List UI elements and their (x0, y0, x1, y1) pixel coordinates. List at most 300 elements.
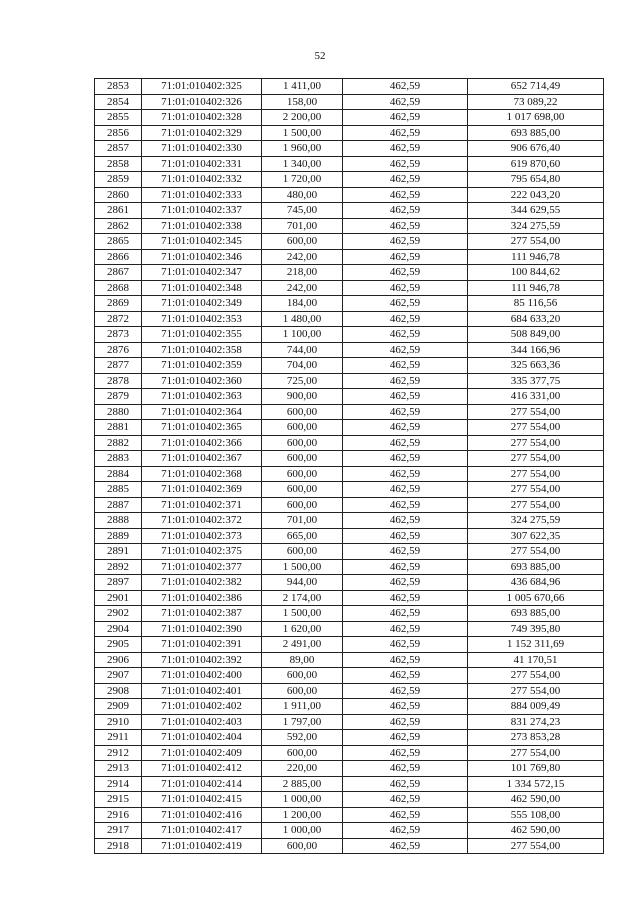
amount-cell: 277 554,00 (468, 482, 604, 498)
row-number-cell: 2878 (95, 373, 142, 389)
row-number-cell: 2909 (95, 699, 142, 715)
cadastral-number-cell: 71:01:010402:353 (142, 311, 262, 327)
cadastral-number-cell: 71:01:010402:402 (142, 699, 262, 715)
cadastral-number-cell: 71:01:010402:332 (142, 172, 262, 188)
cadastral-number-cell: 71:01:010402:364 (142, 404, 262, 420)
area-cell: 1 000,00 (262, 823, 343, 839)
row-number-cell: 2891 (95, 544, 142, 560)
table-row (95, 699, 604, 715)
amount-cell: 462 590,00 (468, 823, 604, 839)
rate-cell: 462,59 (343, 497, 468, 513)
cadastral-number-cell: 71:01:010402:375 (142, 544, 262, 560)
cadastral-number-cell: 71:01:010402:372 (142, 513, 262, 529)
table-row (95, 435, 604, 451)
row-number-cell: 2910 (95, 714, 142, 730)
row-number-cell: 2915 (95, 792, 142, 808)
area-cell: 600,00 (262, 451, 343, 467)
amount-cell: 85 116,56 (468, 296, 604, 312)
table-row (95, 172, 604, 188)
cadastral-number-cell: 71:01:010402:412 (142, 761, 262, 777)
row-number-cell: 2880 (95, 404, 142, 420)
row-number-cell: 2877 (95, 358, 142, 374)
table-row (95, 404, 604, 420)
amount-cell: 344 166,96 (468, 342, 604, 358)
amount-cell: 277 554,00 (468, 435, 604, 451)
rate-cell: 462,59 (343, 807, 468, 823)
cadastral-number-cell: 71:01:010402:369 (142, 482, 262, 498)
area-cell: 744,00 (262, 342, 343, 358)
table-row (95, 296, 604, 312)
cadastral-number-cell: 71:01:010402:366 (142, 435, 262, 451)
rate-cell: 462,59 (343, 482, 468, 498)
table-row (95, 420, 604, 436)
area-cell: 480,00 (262, 187, 343, 203)
table-row (95, 838, 604, 854)
cadastral-number-cell: 71:01:010402:330 (142, 141, 262, 157)
amount-cell: 277 554,00 (468, 404, 604, 420)
amount-cell: 416 331,00 (468, 389, 604, 405)
area-cell: 1 100,00 (262, 327, 343, 343)
table-row (95, 823, 604, 839)
row-number-cell: 2854 (95, 94, 142, 110)
rate-cell: 462,59 (343, 652, 468, 668)
row-number-cell: 2856 (95, 125, 142, 141)
cadastral-number-cell: 71:01:010402:387 (142, 606, 262, 622)
amount-cell: 277 554,00 (468, 838, 604, 854)
cadastral-number-cell: 71:01:010402:346 (142, 249, 262, 265)
cadastral-number-cell: 71:01:010402:377 (142, 559, 262, 575)
row-number-cell: 2867 (95, 265, 142, 281)
amount-cell: 277 554,00 (468, 234, 604, 250)
area-cell: 600,00 (262, 497, 343, 513)
rate-cell: 462,59 (343, 404, 468, 420)
rate-cell: 462,59 (343, 327, 468, 343)
rate-cell: 462,59 (343, 265, 468, 281)
area-cell: 745,00 (262, 203, 343, 219)
cadastral-number-cell: 71:01:010402:401 (142, 683, 262, 699)
area-cell: 1 911,00 (262, 699, 343, 715)
table-row (95, 110, 604, 126)
rate-cell: 462,59 (343, 187, 468, 203)
area-cell: 1 480,00 (262, 311, 343, 327)
row-number-cell: 2913 (95, 761, 142, 777)
rate-cell: 462,59 (343, 575, 468, 591)
table-row (95, 342, 604, 358)
rate-cell: 462,59 (343, 435, 468, 451)
row-number-cell: 2892 (95, 559, 142, 575)
amount-cell: 1 152 311,69 (468, 637, 604, 653)
table-row (95, 590, 604, 606)
table-row (95, 559, 604, 575)
rate-cell: 462,59 (343, 296, 468, 312)
area-cell: 600,00 (262, 482, 343, 498)
row-number-cell: 2907 (95, 668, 142, 684)
table-row (95, 621, 604, 637)
rate-cell: 462,59 (343, 79, 468, 95)
area-cell: 1 960,00 (262, 141, 343, 157)
row-number-cell: 2883 (95, 451, 142, 467)
cadastral-number-cell: 71:01:010402:333 (142, 187, 262, 203)
area-cell: 1 000,00 (262, 792, 343, 808)
row-number-cell: 2914 (95, 776, 142, 792)
rate-cell: 462,59 (343, 544, 468, 560)
rate-cell: 462,59 (343, 110, 468, 126)
cadastral-number-cell: 71:01:010402:390 (142, 621, 262, 637)
table-row (95, 451, 604, 467)
area-cell: 600,00 (262, 544, 343, 560)
cadastral-number-cell: 71:01:010402:355 (142, 327, 262, 343)
cadastral-number-cell: 71:01:010402:345 (142, 234, 262, 250)
area-cell: 701,00 (262, 218, 343, 234)
table-row (95, 218, 604, 234)
row-number-cell: 2881 (95, 420, 142, 436)
rate-cell: 462,59 (343, 559, 468, 575)
row-number-cell: 2889 (95, 528, 142, 544)
rate-cell: 462,59 (343, 389, 468, 405)
area-cell: 600,00 (262, 466, 343, 482)
rate-cell: 462,59 (343, 714, 468, 730)
area-cell: 600,00 (262, 404, 343, 420)
table-row (95, 513, 604, 529)
rate-cell: 462,59 (343, 358, 468, 374)
table-row (95, 792, 604, 808)
rate-cell: 462,59 (343, 156, 468, 172)
amount-cell: 1 005 670,66 (468, 590, 604, 606)
amount-cell: 41 170,51 (468, 652, 604, 668)
cadastral-number-cell: 71:01:010402:325 (142, 79, 262, 95)
rate-cell: 462,59 (343, 125, 468, 141)
rate-cell: 462,59 (343, 668, 468, 684)
area-cell: 2 200,00 (262, 110, 343, 126)
amount-cell: 884 009,49 (468, 699, 604, 715)
amount-cell: 693 885,00 (468, 125, 604, 141)
cadastral-number-cell: 71:01:010402:337 (142, 203, 262, 219)
amount-cell: 749 395,80 (468, 621, 604, 637)
table-row (95, 745, 604, 761)
row-number-cell: 2860 (95, 187, 142, 203)
table-row (95, 482, 604, 498)
amount-cell: 325 663,36 (468, 358, 604, 374)
table-row (95, 730, 604, 746)
cadastral-number-cell: 71:01:010402:329 (142, 125, 262, 141)
amount-cell: 652 714,49 (468, 79, 604, 95)
cadastral-number-cell: 71:01:010402:416 (142, 807, 262, 823)
amount-cell: 277 554,00 (468, 683, 604, 699)
row-number-cell: 2855 (95, 110, 142, 126)
row-number-cell: 2905 (95, 637, 142, 653)
rate-cell: 462,59 (343, 280, 468, 296)
area-cell: 600,00 (262, 745, 343, 761)
amount-cell: 277 554,00 (468, 668, 604, 684)
cadastral-number-cell: 71:01:010402:415 (142, 792, 262, 808)
amount-cell: 1 017 698,00 (468, 110, 604, 126)
row-number-cell: 2876 (95, 342, 142, 358)
amount-cell: 831 274,23 (468, 714, 604, 730)
cadastral-number-cell: 71:01:010402:382 (142, 575, 262, 591)
table-row (95, 389, 604, 405)
amount-cell: 111 946,78 (468, 249, 604, 265)
table-row (95, 327, 604, 343)
amount-cell: 277 554,00 (468, 420, 604, 436)
amount-cell: 1 334 572,15 (468, 776, 604, 792)
rate-cell: 462,59 (343, 730, 468, 746)
rate-cell: 462,59 (343, 838, 468, 854)
area-cell: 1 720,00 (262, 172, 343, 188)
amount-cell: 693 885,00 (468, 559, 604, 575)
row-number-cell: 2917 (95, 823, 142, 839)
rate-cell: 462,59 (343, 776, 468, 792)
row-number-cell: 2916 (95, 807, 142, 823)
rate-cell: 462,59 (343, 172, 468, 188)
row-number-cell: 2861 (95, 203, 142, 219)
cadastral-number-cell: 71:01:010402:373 (142, 528, 262, 544)
area-cell: 1 411,00 (262, 79, 343, 95)
rate-cell: 462,59 (343, 420, 468, 436)
table-row (95, 807, 604, 823)
table-row (95, 761, 604, 777)
table-row (95, 714, 604, 730)
row-number-cell: 2884 (95, 466, 142, 482)
rate-cell: 462,59 (343, 761, 468, 777)
area-cell: 704,00 (262, 358, 343, 374)
cadastral-number-cell: 71:01:010402:328 (142, 110, 262, 126)
area-cell: 158,00 (262, 94, 343, 110)
rate-cell: 462,59 (343, 637, 468, 653)
amount-cell: 344 629,55 (468, 203, 604, 219)
rate-cell: 462,59 (343, 513, 468, 529)
area-cell: 2 174,00 (262, 590, 343, 606)
cadastral-number-cell: 71:01:010402:400 (142, 668, 262, 684)
cadastral-number-cell: 71:01:010402:367 (142, 451, 262, 467)
table-row (95, 466, 604, 482)
rate-cell: 462,59 (343, 466, 468, 482)
table-row (95, 234, 604, 250)
area-cell: 600,00 (262, 420, 343, 436)
area-cell: 1 200,00 (262, 807, 343, 823)
amount-cell: 222 043,20 (468, 187, 604, 203)
cadastral-number-cell: 71:01:010402:409 (142, 745, 262, 761)
amount-cell: 906 676,40 (468, 141, 604, 157)
area-cell: 218,00 (262, 265, 343, 281)
row-number-cell: 2918 (95, 838, 142, 854)
cadastral-number-cell: 71:01:010402:365 (142, 420, 262, 436)
table-row (95, 668, 604, 684)
row-number-cell: 2866 (95, 249, 142, 265)
table-row (95, 311, 604, 327)
rate-cell: 462,59 (343, 590, 468, 606)
table-row (95, 683, 604, 699)
page-number: 52 (314, 50, 326, 62)
area-cell: 2 491,00 (262, 637, 343, 653)
row-number-cell: 2906 (95, 652, 142, 668)
rate-cell: 462,59 (343, 203, 468, 219)
row-number-cell: 2885 (95, 482, 142, 498)
table-row (95, 79, 604, 95)
cadastral-number-cell: 71:01:010402:386 (142, 590, 262, 606)
amount-cell: 101 769,80 (468, 761, 604, 777)
cadastral-number-cell: 71:01:010402:414 (142, 776, 262, 792)
cadastral-number-cell: 71:01:010402:403 (142, 714, 262, 730)
rate-cell: 462,59 (343, 683, 468, 699)
area-cell: 1 500,00 (262, 125, 343, 141)
amount-cell: 273 853,28 (468, 730, 604, 746)
cadastral-number-cell: 71:01:010402:359 (142, 358, 262, 374)
table-row (95, 637, 604, 653)
table-row (95, 373, 604, 389)
amount-cell: 324 275,59 (468, 513, 604, 529)
amount-cell: 436 684,96 (468, 575, 604, 591)
amount-cell: 324 275,59 (468, 218, 604, 234)
row-number-cell: 2882 (95, 435, 142, 451)
table-row (95, 125, 604, 141)
cadastral-number-cell: 71:01:010402:347 (142, 265, 262, 281)
area-cell: 1 500,00 (262, 559, 343, 575)
rate-cell: 462,59 (343, 342, 468, 358)
row-number-cell: 2888 (95, 513, 142, 529)
row-number-cell: 2901 (95, 590, 142, 606)
amount-cell: 277 554,00 (468, 745, 604, 761)
cadastral-number-cell: 71:01:010402:371 (142, 497, 262, 513)
cadastral-number-cell: 71:01:010402:392 (142, 652, 262, 668)
cadastral-number-cell: 71:01:010402:360 (142, 373, 262, 389)
area-cell: 2 885,00 (262, 776, 343, 792)
rate-cell: 462,59 (343, 234, 468, 250)
area-cell: 242,00 (262, 280, 343, 296)
area-cell: 944,00 (262, 575, 343, 591)
table-row (95, 203, 604, 219)
cadastral-number-cell: 71:01:010402:404 (142, 730, 262, 746)
cadastral-number-cell: 71:01:010402:391 (142, 637, 262, 653)
area-cell: 242,00 (262, 249, 343, 265)
area-cell: 220,00 (262, 761, 343, 777)
rate-cell: 462,59 (343, 745, 468, 761)
table-row (95, 544, 604, 560)
amount-cell: 619 870,60 (468, 156, 604, 172)
table-row (95, 265, 604, 281)
amount-cell: 508 849,00 (468, 327, 604, 343)
cadastral-number-cell: 71:01:010402:358 (142, 342, 262, 358)
amount-cell: 277 554,00 (468, 451, 604, 467)
area-cell: 725,00 (262, 373, 343, 389)
table-row (95, 187, 604, 203)
rate-cell: 462,59 (343, 141, 468, 157)
area-cell: 184,00 (262, 296, 343, 312)
cadastral-number-cell: 71:01:010402:363 (142, 389, 262, 405)
row-number-cell: 2853 (95, 79, 142, 95)
cadastral-number-cell: 71:01:010402:349 (142, 296, 262, 312)
amount-cell: 555 108,00 (468, 807, 604, 823)
amount-cell: 307 622,35 (468, 528, 604, 544)
rate-cell: 462,59 (343, 249, 468, 265)
area-cell: 600,00 (262, 668, 343, 684)
rate-cell: 462,59 (343, 311, 468, 327)
row-number-cell: 2872 (95, 311, 142, 327)
table-row (95, 776, 604, 792)
area-cell: 600,00 (262, 234, 343, 250)
row-number-cell: 2862 (95, 218, 142, 234)
row-number-cell: 2869 (95, 296, 142, 312)
row-number-cell: 2911 (95, 730, 142, 746)
rate-cell: 462,59 (343, 699, 468, 715)
amount-cell: 462 590,00 (468, 792, 604, 808)
table-body (95, 79, 604, 854)
table-row (95, 606, 604, 622)
row-number-cell: 2859 (95, 172, 142, 188)
row-number-cell: 2912 (95, 745, 142, 761)
area-cell: 900,00 (262, 389, 343, 405)
area-cell: 600,00 (262, 838, 343, 854)
amount-cell: 277 554,00 (468, 466, 604, 482)
data-table (94, 78, 604, 854)
row-number-cell: 2879 (95, 389, 142, 405)
area-cell: 1 620,00 (262, 621, 343, 637)
rate-cell: 462,59 (343, 528, 468, 544)
row-number-cell: 2857 (95, 141, 142, 157)
area-cell: 1 797,00 (262, 714, 343, 730)
row-number-cell: 2858 (95, 156, 142, 172)
cadastral-number-cell: 71:01:010402:338 (142, 218, 262, 234)
area-cell: 701,00 (262, 513, 343, 529)
area-cell: 600,00 (262, 683, 343, 699)
row-number-cell: 2902 (95, 606, 142, 622)
area-cell: 592,00 (262, 730, 343, 746)
table-row (95, 141, 604, 157)
area-cell: 665,00 (262, 528, 343, 544)
amount-cell: 684 633,20 (468, 311, 604, 327)
area-cell: 600,00 (262, 435, 343, 451)
area-cell: 89,00 (262, 652, 343, 668)
row-number-cell: 2873 (95, 327, 142, 343)
amount-cell: 111 946,78 (468, 280, 604, 296)
amount-cell: 100 844,62 (468, 265, 604, 281)
amount-cell: 795 654,80 (468, 172, 604, 188)
rate-cell: 462,59 (343, 94, 468, 110)
table-row (95, 528, 604, 544)
amount-cell: 277 554,00 (468, 497, 604, 513)
amount-cell: 693 885,00 (468, 606, 604, 622)
area-cell: 1 340,00 (262, 156, 343, 172)
table-row (95, 280, 604, 296)
cadastral-number-cell: 71:01:010402:331 (142, 156, 262, 172)
cadastral-number-cell: 71:01:010402:326 (142, 94, 262, 110)
table-row (95, 358, 604, 374)
row-number-cell: 2865 (95, 234, 142, 250)
rate-cell: 462,59 (343, 218, 468, 234)
rate-cell: 462,59 (343, 621, 468, 637)
rate-cell: 462,59 (343, 373, 468, 389)
row-number-cell: 2904 (95, 621, 142, 637)
cadastral-number-cell: 71:01:010402:368 (142, 466, 262, 482)
amount-cell: 335 377,75 (468, 373, 604, 389)
table-row (95, 575, 604, 591)
amount-cell: 73 089,22 (468, 94, 604, 110)
rate-cell: 462,59 (343, 792, 468, 808)
area-cell: 1 500,00 (262, 606, 343, 622)
table-row (95, 497, 604, 513)
table-row (95, 249, 604, 265)
row-number-cell: 2897 (95, 575, 142, 591)
cadastral-number-cell: 71:01:010402:417 (142, 823, 262, 839)
table-row (95, 156, 604, 172)
row-number-cell: 2887 (95, 497, 142, 513)
table-row (95, 652, 604, 668)
row-number-cell: 2908 (95, 683, 142, 699)
amount-cell: 277 554,00 (468, 544, 604, 560)
rate-cell: 462,59 (343, 606, 468, 622)
rate-cell: 462,59 (343, 451, 468, 467)
table-row (95, 94, 604, 110)
row-number-cell: 2868 (95, 280, 142, 296)
